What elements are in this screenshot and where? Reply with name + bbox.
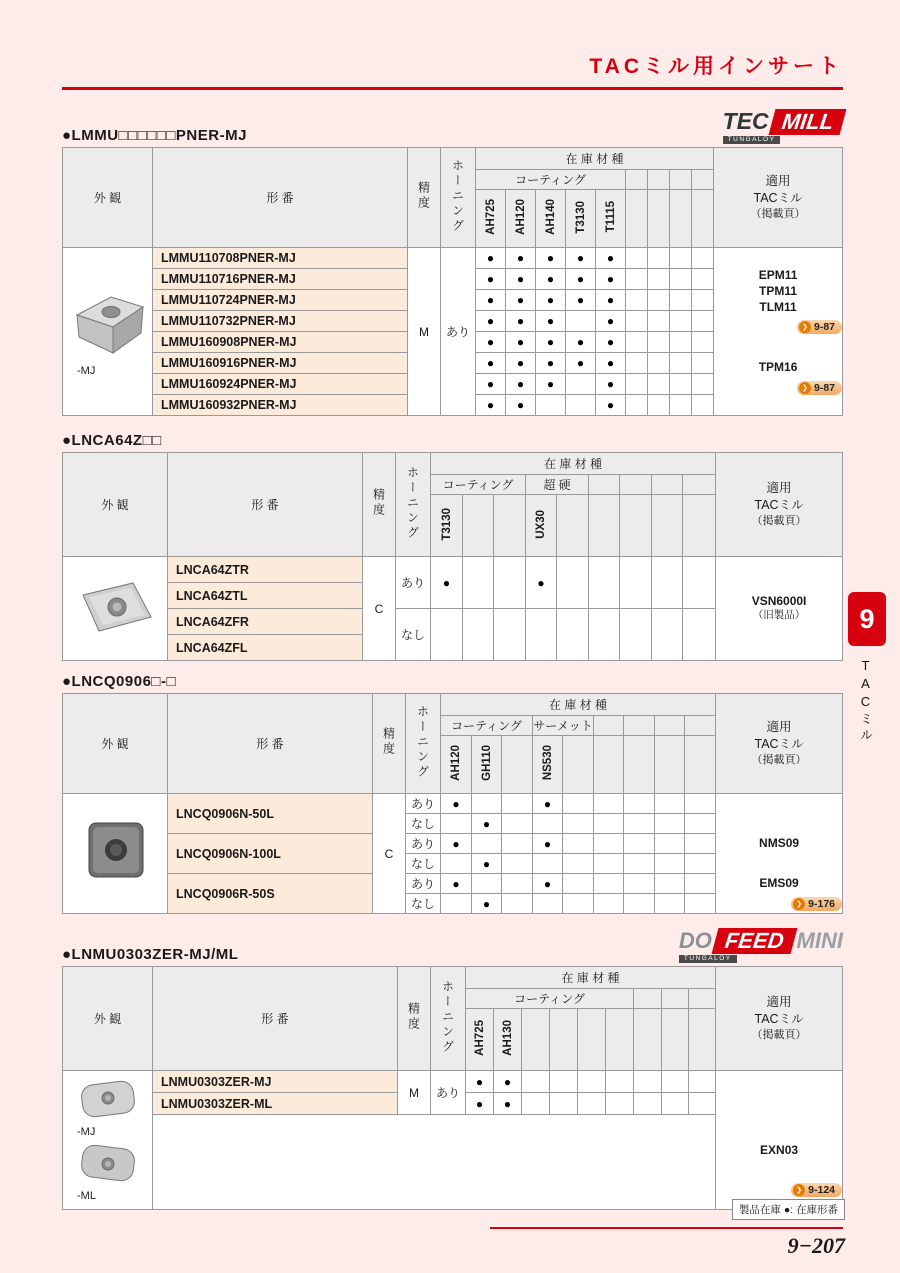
lnmu-table: 外 観 形 番 精度 ホーニング 在 庫 材 種 適用 TACミル （掲載頁） コーティング AH725 AH130 -MJ -ML LNMU0303ZER-MJ M あり ● ● EXN03 ❯ 9-124 LNMU0303ZER-ML ● ● [62,966,843,1210]
model-cell: LNCQ0906N-50L [168,794,373,834]
page-ref-badge[interactable]: ❯ 9-176 [791,897,842,911]
model-cell: LMMU160908PNER-MJ [153,332,408,353]
stock-dot-cell: ● [476,248,506,269]
col-header-appearance: 外 観 [63,148,153,248]
section-lncq-title: ●LNCQ0906□-□ [62,673,177,690]
page-ref-badge[interactable]: ❯ 9-87 [797,381,842,395]
footer-rule [490,1227,843,1229]
chapter-tab-label: TACミル [858,658,873,744]
material-col: AH130 [494,1009,522,1071]
badge-arrow-icon: ❯ [793,1184,805,1196]
honing-value: あり [396,557,431,609]
apply-cell: EPM11 TPM11 TLM11 ❯ 9-87 TPM16 ❯ 9-87 [714,248,843,416]
section-lmmu-header [62,108,843,144]
honing-value: あり [406,794,441,814]
appearance-cell [63,557,168,661]
section-lnca-title: ●LNCA64Z□□ [62,432,162,449]
col-header-model: 形 番 [168,453,363,557]
badge-arrow-icon: ❯ [799,382,811,394]
badge-arrow-icon: ❯ [793,898,805,910]
col-header-model: 形 番 [153,148,408,248]
honing-value: あり [406,874,441,894]
coating-band: コーティング [466,989,634,1009]
honing-value: なし [396,609,431,661]
logo-text-do: DO [678,928,712,953]
logo-box-mill: MILL [768,109,846,135]
chapter-tab: 9 [848,592,886,646]
coating-band: コーティング [476,170,626,190]
material-col: T3130 [566,190,596,248]
coating-band: コーティング [441,716,533,736]
title-rule [62,87,843,90]
honing-label: ホーニング [450,158,465,234]
col-header-apply: 適用 TACミル （掲載頁） [716,694,843,794]
model-cell: LNCQ0906N-100L [168,834,373,874]
insert-variant-label: -ML [77,1190,96,1202]
model-cell: LMMU160916PNER-MJ [153,353,408,374]
col-header-stock: 在 庫 材 種 [441,694,716,716]
coating-band: コーティング [431,475,526,495]
material-col: AH120 [506,190,536,248]
col-header-model: 形 番 [168,694,373,794]
col-header-honing [441,148,476,248]
col-header-stock: 在 庫 材 種 [431,453,716,475]
col-header-precision: 精度 [363,453,396,557]
model-cell: LMMU160924PNER-MJ [153,374,408,395]
precision-value: M [408,248,441,416]
material-col: T3130 [431,495,463,557]
material-col: T1115 [596,190,626,248]
model-cell: LMMU110716PNER-MJ [153,269,408,290]
section-lnca-header [62,432,843,449]
insert-image [75,817,155,887]
precision-value: C [363,557,396,661]
col-header-honing: ホーニング [396,453,431,557]
material-col: NS530 [533,736,563,794]
page-title: TACミル用インサート [589,55,843,78]
insert-variant-label: -MJ [77,1126,96,1138]
appearance-cell [63,794,168,914]
col-header-stock: 在 庫 材 種 [466,967,716,989]
precision-label: 精度 [416,181,431,211]
model-cell: LMMU110732PNER-MJ [153,311,408,332]
insert-image [65,285,151,363]
col-header-precision: 精度 [398,967,431,1071]
material-col: AH140 [536,190,566,248]
dofeedmini-logo [679,928,843,963]
col-header-precision: 精度 [373,694,406,794]
material-col: UX30 [526,495,557,557]
col-header-precision [408,148,441,248]
col-header-model: 形 番 [153,967,398,1071]
badge-arrow-icon: ❯ [799,321,811,333]
section-lmmu-title: ●LMMU□□□□□□PNER-MJ [62,127,247,144]
logo-text-mini: MINI [796,928,843,953]
col-header-apply: 適用 TACミル （掲載頁） [716,967,843,1071]
logo-text-tec: TEC [722,108,769,134]
col-header-honing: ホーニング [406,694,441,794]
logo-tungaloy: TUNGALOY [679,955,737,963]
stock-dot-cell: ● [596,248,626,269]
insert-image [72,1140,144,1188]
honing-value: なし [406,894,441,914]
tecmill-logo [723,108,843,144]
page-ref-badge[interactable]: ❯ 9-87 [797,320,842,334]
lnca-table: 外 観 形 番 精度 ホーニング 在 庫 材 種 適用 TACミル （掲載頁） コーティング 超 硬 T3130 UX30 LNCA64ZTR C あり ● ● VSN6000I （旧製品） LNCA64ZTL LNCA64ZFR なし LNCA64ZFL [62,452,843,661]
apply-cell: NMS09 EMS09 ❯ 9-176 [716,794,843,914]
col-header-appearance: 外 観 [63,453,168,557]
insert-image [72,1076,144,1124]
stock-dot-cell: ● [506,248,536,269]
col-header-appearance: 外 観 [63,967,153,1071]
model-cell: LNCQ0906R-50S [168,874,373,914]
model-cell: LMMU160932PNER-MJ [153,395,408,416]
page-ref-badge[interactable]: ❯ 9-124 [791,1183,842,1197]
col-header-apply: 適用 TACミル （掲載頁） [714,148,843,248]
carbide-band: 超 硬 [526,475,589,495]
col-header-apply: 適用 TACミル （掲載頁） [716,453,843,557]
precision-value: C [373,794,406,914]
col-header-stock: 在 庫 材 種 [476,148,714,170]
model-cell: LNCA64ZTR [168,557,363,583]
insert-image [71,575,159,639]
page-number: 9−207 [787,1233,845,1258]
appearance-cell [63,1071,153,1210]
cermet-band: サーメット [533,716,594,736]
stock-dot-cell: ● [536,248,566,269]
apply-cell: VSN6000I （旧製品） [716,557,843,661]
model-cell: LNMU0303ZER-ML [153,1093,398,1115]
col-header-appearance: 外 観 [63,694,168,794]
insert-variant-label: -MJ [77,364,96,377]
model-cell: LNCA64ZFL [168,635,363,661]
material-col: AH725 [476,190,506,248]
logo-box-feed: FEED [711,928,797,954]
precision-value: M [398,1071,431,1115]
logo-tungaloy: TUNGALOY [723,136,781,144]
honing-value: なし [406,814,441,834]
col-header-honing: ホーニング [431,967,466,1071]
lncq-table: 外 観 形 番 精度 ホーニング 在 庫 材 種 適用 TACミル （掲載頁） コーティング サーメット AH120 GH110 NS530 LNCQ0906N-50L C あり ● ● NMS09 EMS09 ❯ 9-176 なし ● LNCQ0906N-100L あり ● ● なし ● LNCQ0906R-50S あり ● ● なし ● [62,693,843,914]
honing-value: あり [406,834,441,854]
honing-value: なし [406,854,441,874]
stock-dot-cell: ● [566,248,596,269]
empty-extension-cell [153,1115,716,1210]
model-cell: LNCA64ZFR [168,609,363,635]
honing-value: あり [431,1071,466,1115]
material-col: AH725 [466,1009,494,1071]
lmmu-table: 外 観 形 番 精度 ホーニング 在 庫 材 種 適用 TACミル （掲載頁） コーティング AH725 AH120 AH140 T3130 T1115 -MJ LMMU110708PNER-MJ M あり ● ● ● ● ● EPM11 TPM11 TLM11 ❯ 9-87 TPM16 ❯ 9-87 LMMU110716PNER-MJ ● ● ● ● ● LMMU110724PNER-MJ ● ● ● ● ● LMMU110732PNER-MJ ● ● ● ● LMMU160908PNER-MJ ● ● ● ● ● LMMU160916PNER-MJ ● ● ● ● ● LMMU160924PNER-MJ ● ● ● ● LMMU160932PNER-MJ ● ● ● [62,147,843,416]
appearance-cell [63,248,153,416]
model-cell: LNCA64ZTL [168,583,363,609]
model-cell: LMMU110724PNER-MJ [153,290,408,311]
honing-value: あり [441,248,476,416]
apply-cell: EXN03 ❯ 9-124 [716,1071,843,1210]
model-cell: LNMU0303ZER-MJ [153,1071,398,1093]
material-col: GH110 [472,736,502,794]
section-lnmu-title: ●LNMU0303ZER-MJ/ML [62,946,239,963]
model-cell: LMMU110708PNER-MJ [153,248,408,269]
material-col: AH120 [441,736,472,794]
section-lncq-header [62,673,843,690]
stock-legend: 製品在庫 ●: 在庫形番 [732,1199,845,1220]
section-lnmu-header [62,928,843,963]
